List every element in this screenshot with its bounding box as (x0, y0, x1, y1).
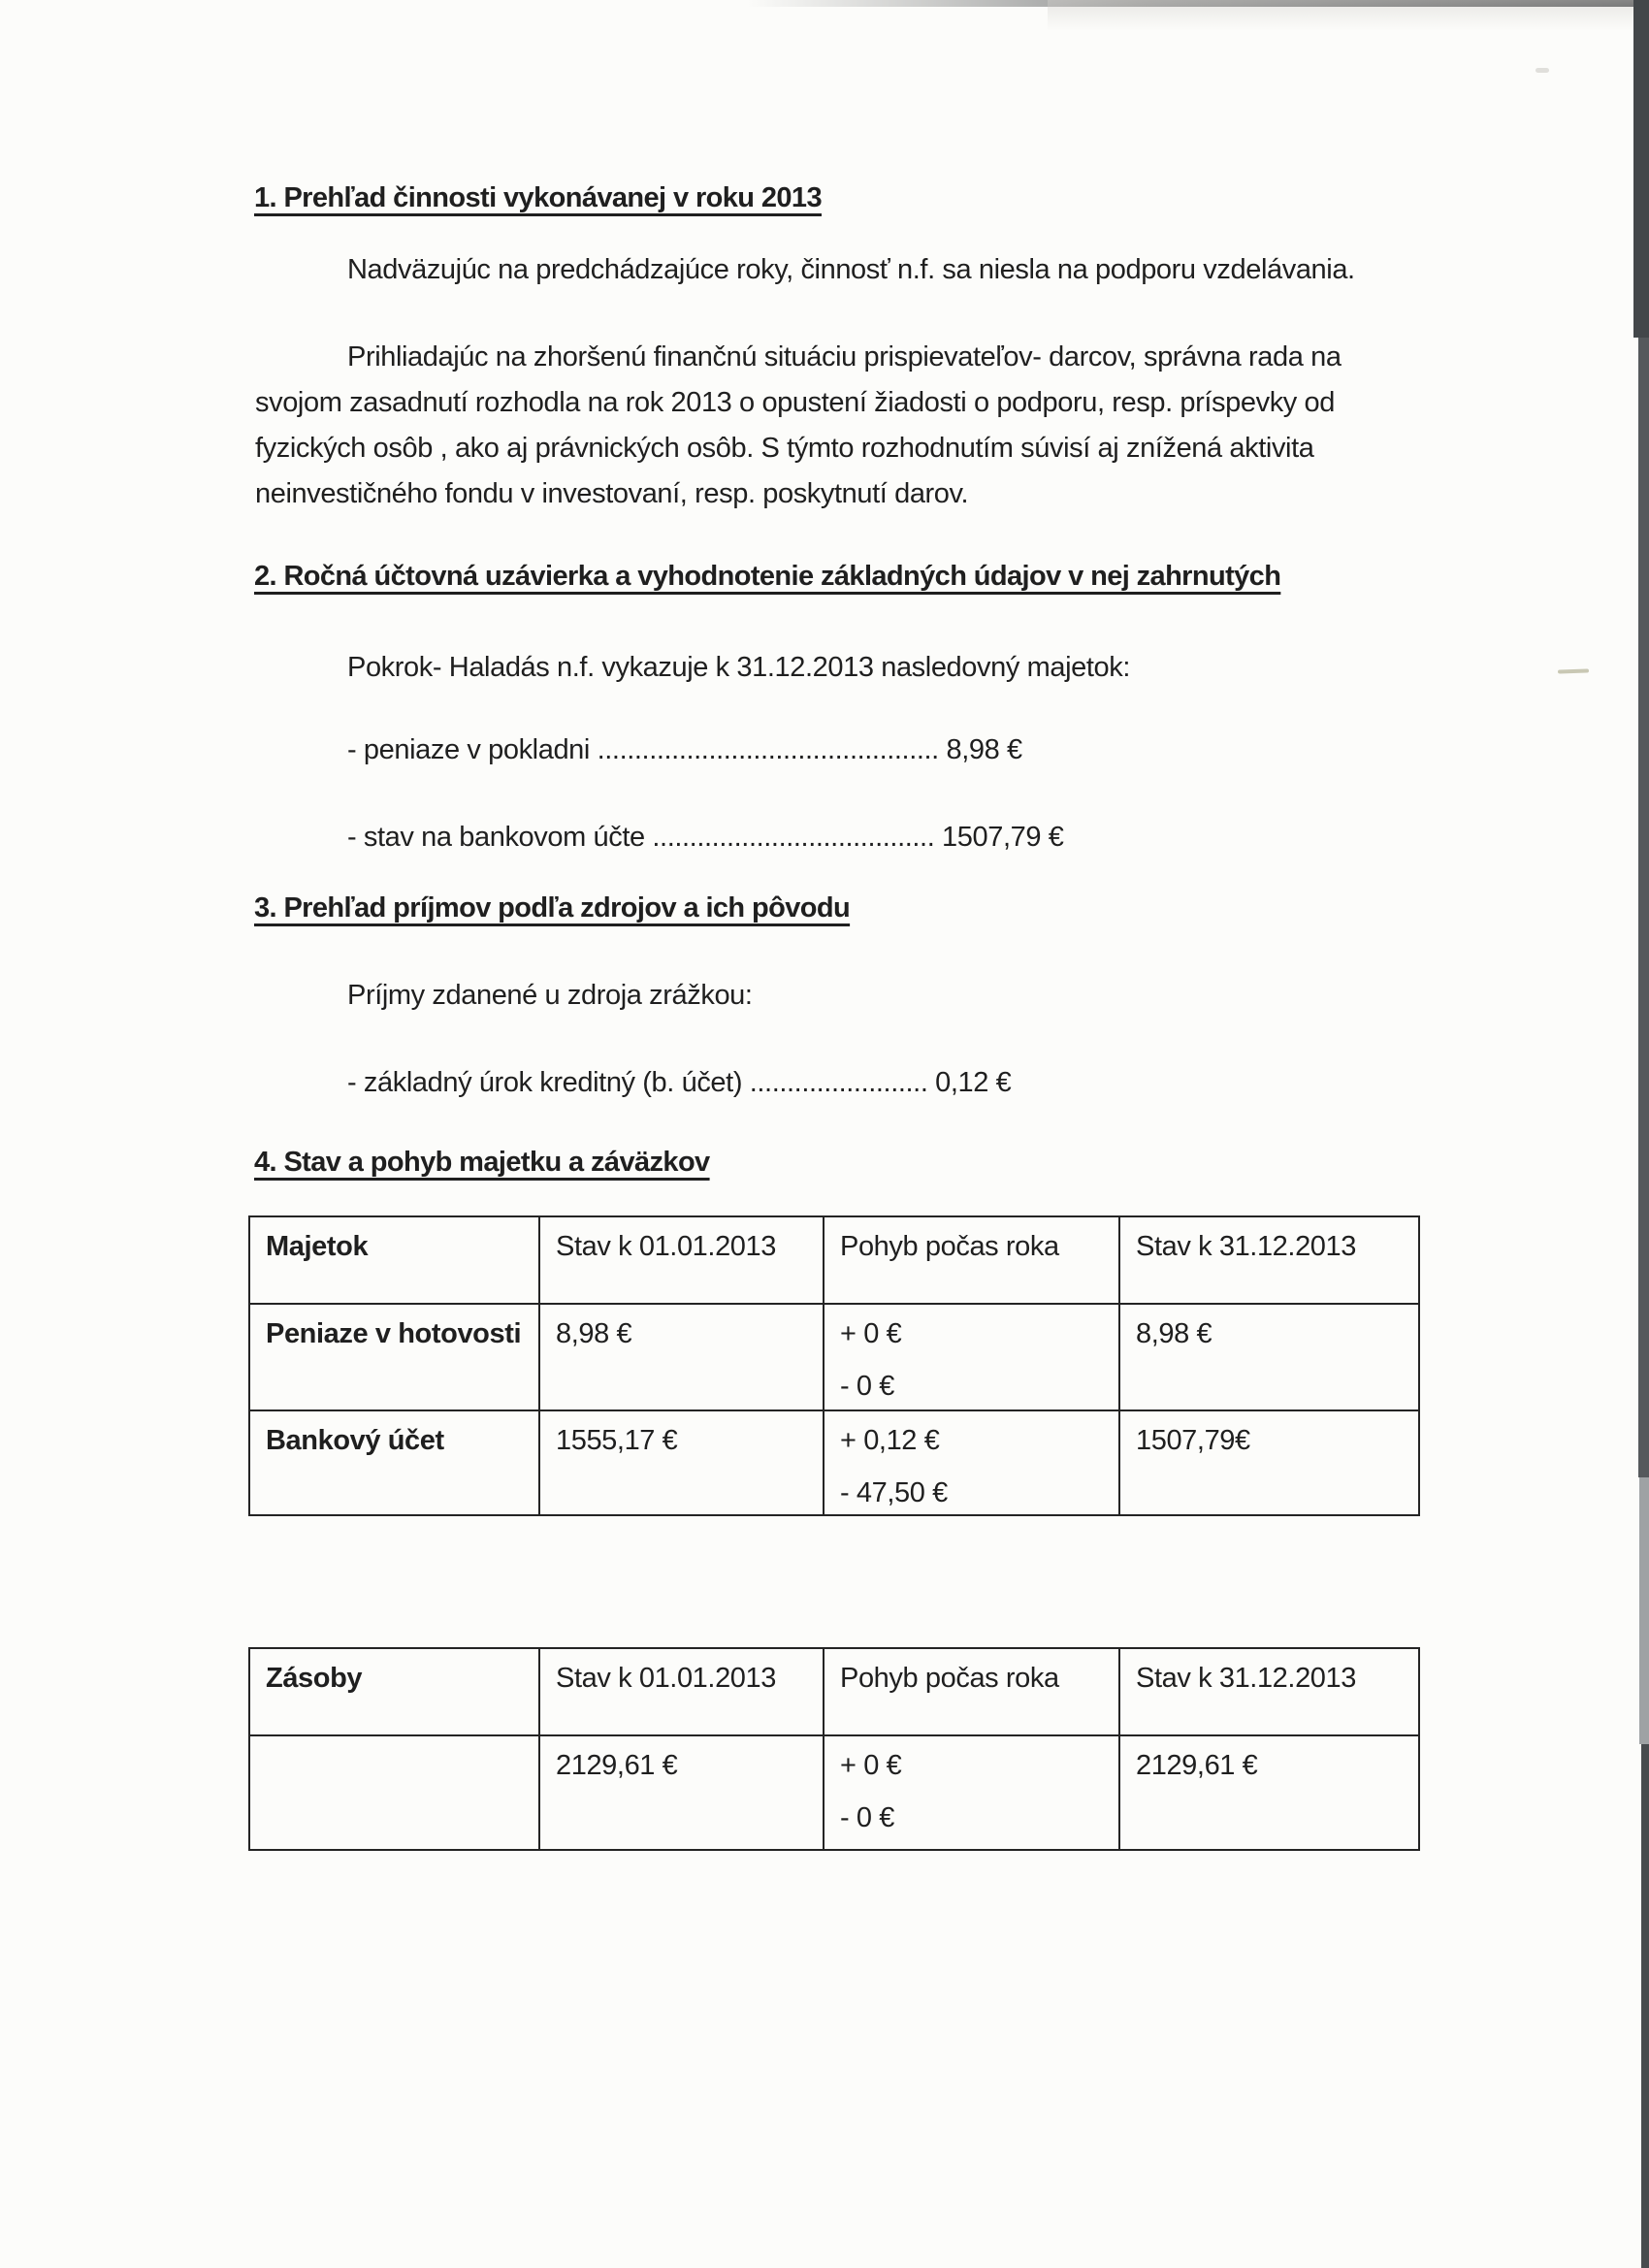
section-3-heading: 3. Prehľad príjmov podľa zdrojov a ich pôvodu (254, 892, 851, 923)
table-header-row (249, 1648, 1419, 1735)
movement-minus: - 47,50 € (840, 1477, 948, 1508)
section-2-paragraph-1: Pokrok- Haladás n.f. vykazuje k 31.12.2013 nasledovný majetok: (347, 652, 1130, 683)
section-1-paragraph-1: Nadväzujúc na predchádzajúce roky, činnosť n.f. sa niesla na podporu vzdelávania. (347, 254, 1355, 285)
table-cell: 1555,17 € (539, 1410, 824, 1515)
section-1-heading: 1. Prehľad činnosti vykonávanej v roku 2013 (254, 182, 822, 213)
section-2-heading: 2. Ročná účtovná uzávierka a vyhodnotenie základných údajov v nej zahrnutých (254, 561, 1281, 592)
movement-plus: + 0 € (840, 1750, 902, 1781)
scan-right-edge-artifact (1641, 1744, 1649, 2268)
table-header-cell: Majetok (249, 1216, 539, 1304)
paragraph-line: svojom zasadnutí rozhodla na rok 2013 o opustení žiadosti o podporu, resp. príspevky od (255, 387, 1336, 418)
section-3-paragraph-1: Príjmy zdanené u zdroja zrážkou: (347, 980, 753, 1011)
table-header-row (249, 1216, 1419, 1304)
section-4-heading: 4. Stav a pohyb majetku a záväzkov (254, 1147, 710, 1178)
table-row (249, 1735, 1419, 1850)
scan-right-edge-artifact (1633, 0, 1649, 338)
table-row (249, 1410, 1419, 1515)
paragraph-line: Prihliadajúc na zhoršenú finančnú situáciu prispievateľov- darcov, správna rada na (347, 341, 1342, 373)
table-cell (824, 1410, 1119, 1515)
movement-plus: + 0,12 € (840, 1425, 940, 1456)
table-header-cell: Zásoby (249, 1648, 539, 1735)
table-header-cell: Stav k 01.01.2013 (539, 1216, 824, 1304)
table-cell: 8,98 € (539, 1304, 824, 1410)
table-cell (824, 1304, 1119, 1410)
movement-minus: - 0 € (840, 1371, 895, 1402)
table-header-cell: Stav k 31.12.2013 (1119, 1648, 1419, 1735)
cash-amount-line: - peniaze v pokladni .............................................. 8,98 € (347, 734, 1022, 765)
scan-top-shadow-artifact (1048, 0, 1633, 31)
row-label-cell (249, 1735, 539, 1850)
table-cell: 1507,79€ (1119, 1410, 1419, 1515)
scan-right-edge-artifact (1639, 1477, 1649, 1744)
movement-plus: + 0 € (840, 1318, 902, 1349)
table-cell: 2129,61 € (1119, 1735, 1419, 1850)
row-label-cell: Peniaze v hotovosti (249, 1304, 539, 1410)
section-1-paragraph-2 (255, 335, 1342, 517)
table-header-cell: Pohyb počas roka (824, 1216, 1119, 1304)
assets-table (248, 1215, 1420, 1516)
paragraph-line: neinvestičného fondu v investovaní, resp. poskytnutí darov. (255, 478, 969, 509)
credit-interest-line: - základný úrok kreditný (b. účet) ........................ 0,12 € (347, 1067, 1012, 1098)
table-row (249, 1304, 1419, 1410)
table-header-cell: Stav k 01.01.2013 (539, 1648, 824, 1735)
paragraph-line: fyzických osôb , ako aj právnických osôb. S týmto rozhodnutím súvisí aj znížená aktivita (255, 433, 1314, 464)
scan-speck (1558, 668, 1589, 673)
table-cell: 2129,61 € (539, 1735, 824, 1850)
bank-balance-line: - stav na bankovom účte ...................................... 1507,79 € (347, 822, 1064, 853)
table-cell (824, 1735, 1119, 1850)
inventory-table (248, 1647, 1420, 1851)
scan-right-edge-artifact (1638, 338, 1649, 1477)
table-cell: 8,98 € (1119, 1304, 1419, 1410)
table-header-cell: Pohyb počas roka (824, 1648, 1119, 1735)
row-label-cell: Bankový účet (249, 1410, 539, 1515)
table-header-cell: Stav k 31.12.2013 (1119, 1216, 1419, 1304)
movement-minus: - 0 € (840, 1802, 895, 1833)
scan-speck (1536, 68, 1549, 73)
